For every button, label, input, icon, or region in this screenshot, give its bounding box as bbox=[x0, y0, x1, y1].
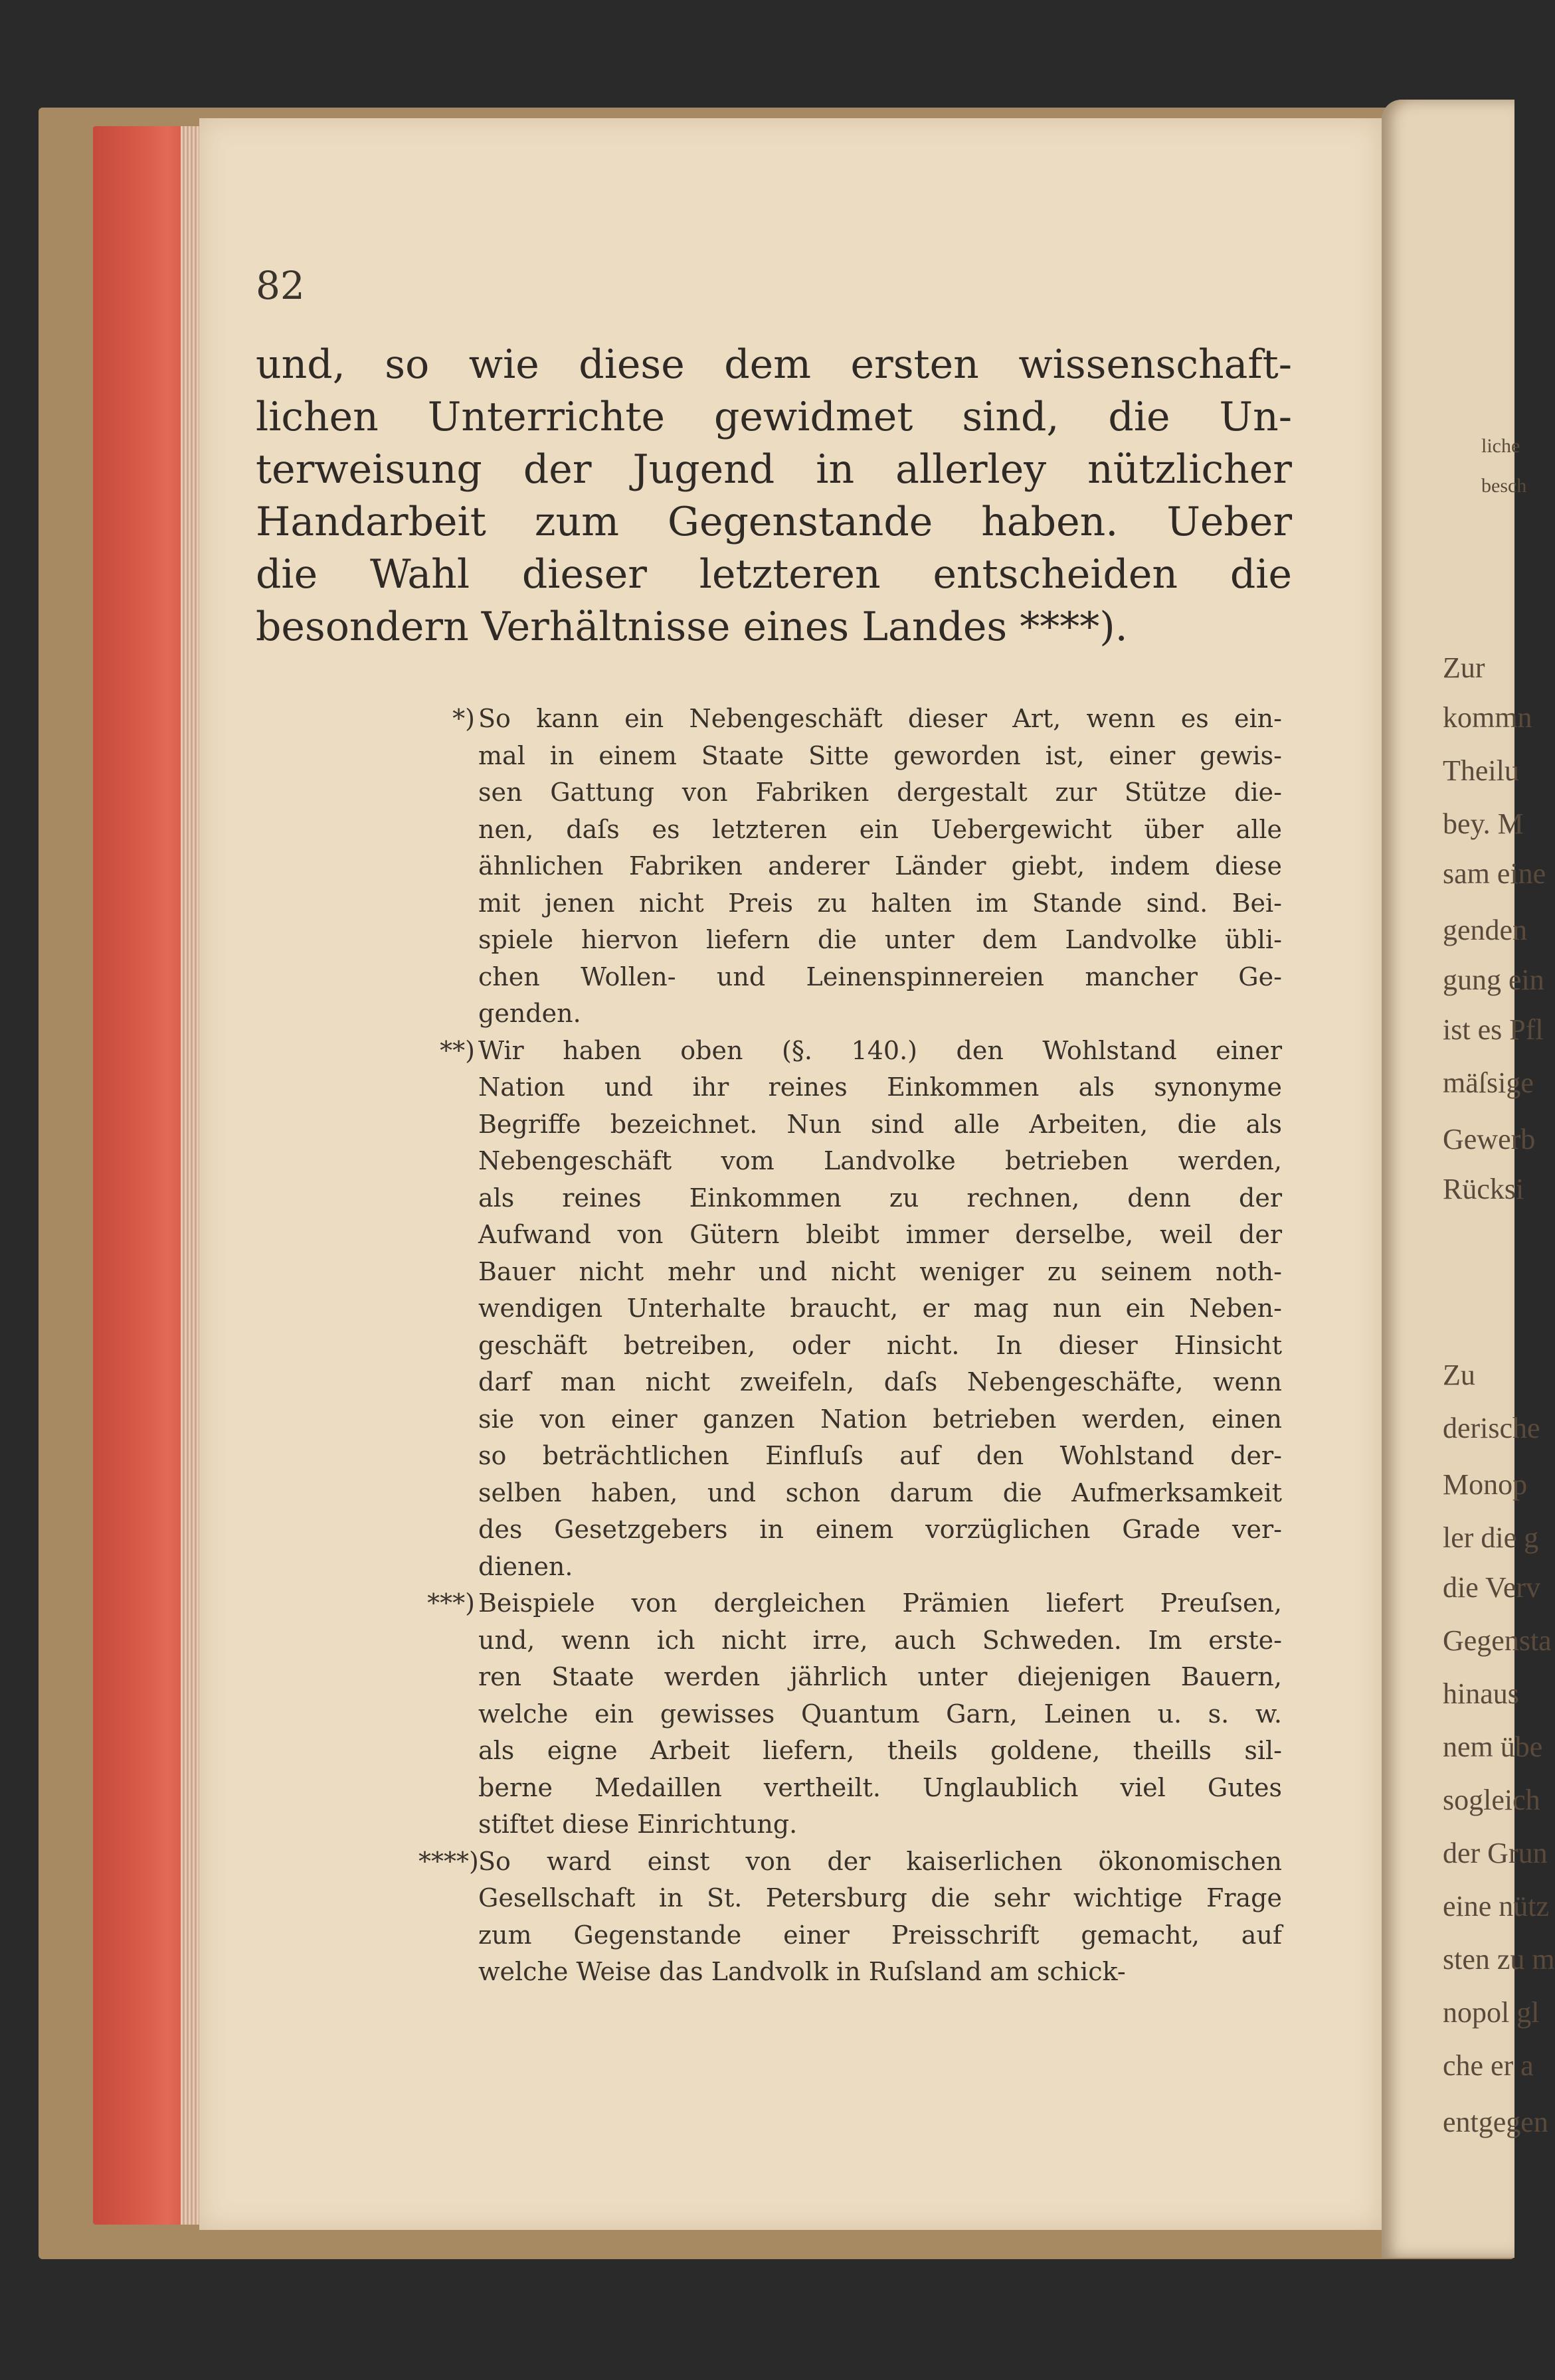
facing-page-fragment: sam eine bbox=[1443, 857, 1546, 890]
facing-page-fragment: mäſsige bbox=[1443, 1066, 1534, 1099]
footnote-line: Bauer nicht mehr und nicht weniger zu seinem noth- bbox=[478, 1256, 1282, 1286]
main-text-line: die Wahl dieser letzteren entscheiden die bbox=[256, 551, 1292, 598]
footnote-line: als eigne Arbeit liefern, theils goldene, theills sil- bbox=[478, 1736, 1282, 1765]
footnote-line: welche ein gewisses Quantum Garn, Leinen u. s. w. bbox=[478, 1699, 1282, 1729]
footnote-line: mit jenen nicht Preis zu halten im Stande sind. Bei- bbox=[478, 888, 1282, 918]
facing-page-fragment: die Verv bbox=[1443, 1571, 1541, 1604]
footnote-line: selben haben, und schon darum die Aufmerksamkeit bbox=[478, 1478, 1282, 1507]
footnote-line: berne Medaillen vertheilt. Unglaublich viel Gutes bbox=[478, 1772, 1282, 1802]
main-text bbox=[256, 339, 1292, 653]
footnote-line: Begriffe bezeichnet. Nun sind alle Arbeiten, die als bbox=[478, 1109, 1282, 1139]
footnote-line: Beispiele von dergleichen Prämien liefert Preuſsen, bbox=[478, 1588, 1282, 1618]
footnote-3 bbox=[427, 1585, 1282, 1843]
footnotes bbox=[418, 701, 1282, 1991]
footnote-2 bbox=[440, 1033, 1282, 1586]
red-page-edges bbox=[93, 126, 199, 2225]
main-text-line: lichen Unterrichte gewidmet sind, die Un- bbox=[256, 394, 1292, 440]
footnote-line: stiftet diese Einrichtung. bbox=[478, 1810, 798, 1839]
facing-page-fragment: sogleich bbox=[1443, 1784, 1540, 1816]
footnote-line: welche Weise das Landvolk in Ruſsland am schick- bbox=[478, 1957, 1126, 1986]
facing-page-fragment: entgegen bbox=[1443, 2106, 1548, 2138]
footnote-line: darf man nicht zweifeln, daſs Nebengeschäfte, wenn bbox=[478, 1367, 1282, 1397]
footnote-line: So ward einst von der kaiserlichen ökonomischen bbox=[478, 1846, 1282, 1876]
footnote-line: So kann ein Nebengeschäft dieser Art, wenn es ein- bbox=[478, 704, 1282, 733]
footnote-line: des Gesetzgebers in einem vorzüglichen Grade ver- bbox=[478, 1515, 1282, 1544]
footnote-line: Gesellschaft in St. Petersburg die sehr wichtige Frage bbox=[478, 1883, 1282, 1912]
facing-page-fragment: ist es Pfl bbox=[1443, 1013, 1544, 1046]
facing-page-fragment: derische bbox=[1443, 1412, 1540, 1444]
footnote-marker: *) bbox=[452, 704, 475, 733]
footnote-marker: ***) bbox=[427, 1588, 475, 1618]
footnote-line: so beträchtlichen Einfluſs auf den Wohlstand der- bbox=[478, 1441, 1282, 1470]
footnote-line: spiele hiervon liefern die unter dem Landvolke übli- bbox=[478, 925, 1282, 954]
facing-page-fragment: Theilu bbox=[1443, 754, 1519, 787]
facing-page-fragment: der Grun bbox=[1443, 1837, 1548, 1869]
main-text-line: Handarbeit zum Gegenstande haben. Ueber bbox=[256, 499, 1292, 545]
footnote-line: Nebengeschäft vom Landvolke betrieben werden, bbox=[478, 1146, 1282, 1175]
main-text-line: terweisung der Jugend in allerley nützlicher bbox=[256, 446, 1292, 493]
footnote-line: sen Gattung von Fabriken dergestalt zur Stütze die- bbox=[478, 778, 1282, 807]
footnote-line: und, wenn ich nicht irre, auch Schweden. Im erste- bbox=[478, 1625, 1282, 1655]
footnote-line: ren Staate werden jährlich unter diejenigen Bauern, bbox=[478, 1662, 1282, 1691]
footnote-line: zum Gegenstande einer Preisschrift gemacht, auf bbox=[478, 1920, 1282, 1950]
facing-page-fragment: Monop bbox=[1443, 1468, 1528, 1501]
footnote-marker: ****) bbox=[418, 1846, 479, 1876]
facing-page-fragment: besch bbox=[1481, 475, 1527, 497]
page-number: 82 bbox=[256, 263, 305, 308]
facing-page-fragment: hinaus bbox=[1443, 1677, 1519, 1710]
footnote-marker: **) bbox=[440, 1035, 475, 1065]
facing-page-fragment: ler die g bbox=[1443, 1521, 1539, 1554]
facing-page-fragment: bey. M bbox=[1443, 808, 1524, 840]
footnote-line: ähnlichen Fabriken anderer Länder giebt, indem diese bbox=[478, 851, 1282, 881]
footnote-line: Aufwand von Gütern bleibt immer derselbe, weil der bbox=[478, 1220, 1282, 1249]
footnote-line: Wir haben oben (§. 140.) den Wohlstand einer bbox=[478, 1035, 1282, 1065]
facing-page-fragment: che er a bbox=[1443, 2049, 1534, 2082]
footnote-1 bbox=[452, 701, 1282, 1033]
footnote-line: dienen. bbox=[478, 1551, 573, 1581]
footnote-line: chen Wollen- und Leinenspinnereien mancher Ge- bbox=[478, 962, 1282, 991]
facing-page-fragment: Zur bbox=[1443, 651, 1485, 684]
facing-page-fragment: nem übe bbox=[1443, 1731, 1543, 1763]
footnote-line: wendigen Unterhalte braucht, er mag nun ein Neben- bbox=[478, 1294, 1282, 1323]
footnote-line: mal in einem Staate Sitte geworden ist, einer gewis- bbox=[478, 740, 1282, 770]
main-text-line: und, so wie diese dem ersten wissenschaft- bbox=[256, 341, 1292, 388]
facing-page-fragment: Rücksi bbox=[1443, 1173, 1524, 1205]
facing-page-fragment: kommn bbox=[1443, 701, 1532, 734]
facing-page-fragment: sten zu m bbox=[1443, 1943, 1555, 1976]
footnote-line: nen, daſs es letzteren ein Uebergewicht über alle bbox=[478, 814, 1282, 844]
facing-page bbox=[1382, 100, 1555, 2258]
facing-page-fragment: liche bbox=[1481, 435, 1520, 457]
footnote-4 bbox=[418, 1843, 1282, 1991]
footnote-line: geschäft betreiben, oder nicht. In dieser Hinsicht bbox=[478, 1330, 1282, 1360]
footnote-line: Nation und ihr reines Einkommen als synonyme bbox=[478, 1072, 1282, 1102]
facing-page-fragment: eine nütz bbox=[1443, 1890, 1550, 1922]
facing-page-fragment: genden bbox=[1443, 914, 1528, 946]
footnote-line: genden. bbox=[478, 999, 581, 1028]
facing-page-fragment: gung ein bbox=[1443, 964, 1544, 996]
footnote-line: als reines Einkommen zu rechnen, denn der bbox=[478, 1183, 1282, 1213]
facing-page-fragment: Gegensta bbox=[1443, 1624, 1552, 1657]
footnote-line: sie von einer ganzen Nation betrieben werden, einen bbox=[478, 1404, 1282, 1434]
main-text-line: besondern Verhältnisse eines Landes ****). bbox=[256, 604, 1128, 650]
facing-page-fragment: Zu bbox=[1443, 1359, 1475, 1391]
facing-page-fragment: Gewerb bbox=[1443, 1123, 1536, 1155]
facing-page-fragment: nopol gl bbox=[1443, 1996, 1540, 2029]
